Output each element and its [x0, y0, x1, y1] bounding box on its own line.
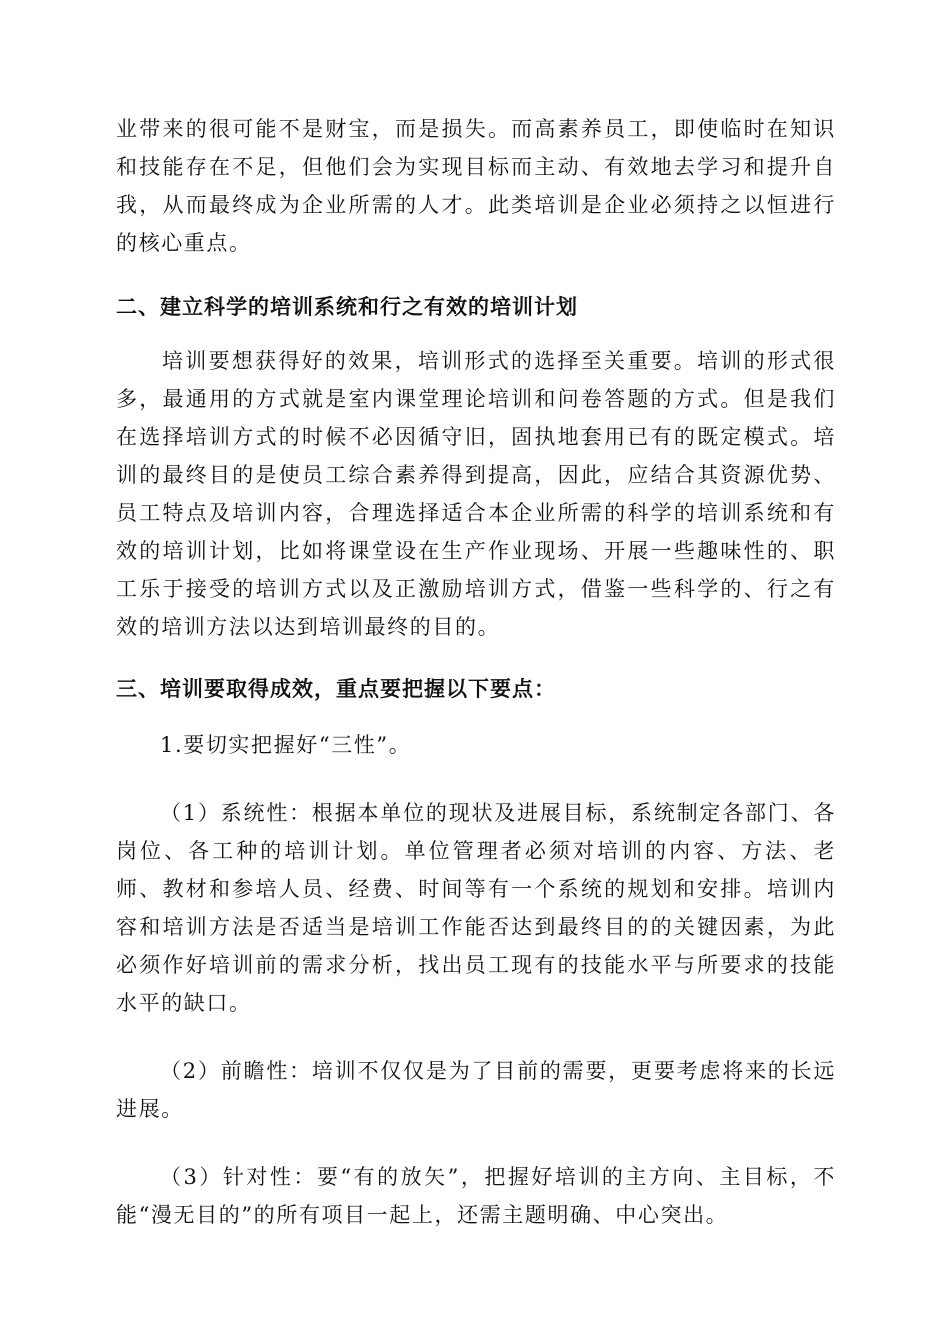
list-item-three-properties: 1.要切实把握好“三性”。 — [160, 733, 412, 757]
paragraph-forward-looking: （2）前瞻性：培训不仅仅是为了目前的需要，更要考虑将来的长远进展。 — [116, 1059, 836, 1121]
paragraph-targeted: （3）针对性：要“有的放矢”，把握好培训的主方向、主目标，不能“漫无目的”的所有项目一起上，还需主题明确、中心突出。 — [116, 1165, 836, 1227]
document-body — [116, 110, 836, 1234]
section-heading-3: 三、培训要取得成效，重点要把握以下要点： — [116, 677, 556, 701]
paragraph-systematic: （1）系统性：根据本单位的现状及进展目标，系统制定各部门、各岗位、各工种的培训计划。单位管理者必须对培训的内容、方法、老师、教材和参培人员、经费、时间等有一个系统的规划和安排。培训内容和培训方法是否适当是培训工作能否达到最终目的的关键因素，为此必须作好培训前的需求分析，找出员工现有的技能水平与所要求的技能水平的缺口。 — [116, 801, 836, 1015]
paragraph-continuation: 业带来的很可能不是财宝，而是损失。而高素养员工，即使临时在知识和技能存在不足，但他们会为实现目标而主动、有效地去学习和提升自我，从而最终成为企业所需的人才。此类培训是企业必须持之以恒进行的核心重点。 — [116, 117, 836, 255]
section-heading-2: 二、建立科学的培训系统和行之有效的培训计划 — [116, 295, 578, 319]
paragraph-training-format: 培训要想获得好的效果，培训形式的选择至关重要。培训的形式很多，最通用的方式就是室内课堂理论培训和问卷答题的方式。但是我们在选择培训方式的时候不必因循守旧，固执地套用已有的既定模式。培训的最终目的是使员工综合素养得到提高，因此，应结合其资源优势、员工特点及培训内容，合理选择适合本企业所需的科学的培训系统和有效的培训计划，比如将课堂设在生产作业现场、开展一些趣味性的、职工乐于接受的培训方式以及正激励培训方式，借鉴一些科学的、行之有效的培训方法以达到培训最终的目的。 — [116, 349, 836, 639]
